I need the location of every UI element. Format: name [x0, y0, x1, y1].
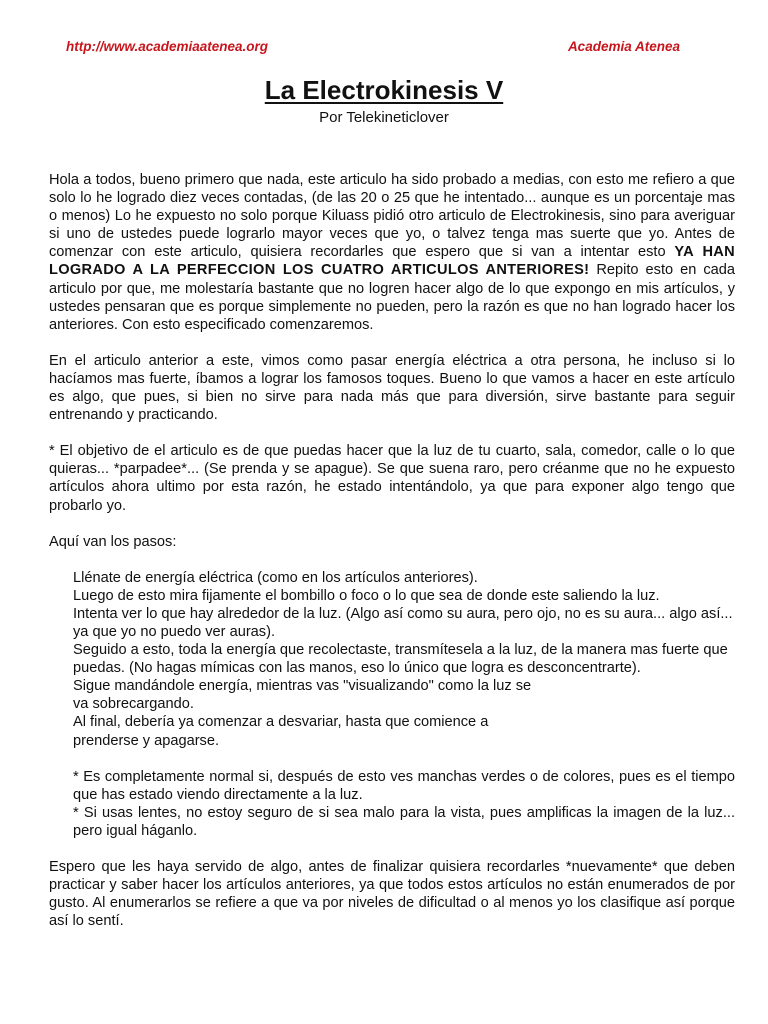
list-item: Al final, debería ya comenzar a desvariar, hasta que comience a [73, 714, 489, 731]
list-item: Sigue mandándole energía, mientras vas "visualizando" como la luz se [73, 678, 532, 695]
list-item: Seguido a esto, toda la energía que recolectaste, transmítesela a la luz, de la manera mas fuerte que puedas. (No hagas mímicas con las manos, eso lo único que logra es desconcentrarte). [73, 642, 728, 677]
list-item: Llénate de energía eléctrica (como en los artículos anteriores). [73, 569, 478, 586]
notes-list [73, 768, 735, 840]
list-item: Luego de esto mira fijamente el bombillo o foco o lo que sea de donde este saliendo la luz. [73, 587, 660, 604]
paragraph-closing: Espero que les haya servido de algo, antes de finalizar quisiera recordarles *nuevamente* que deben practicar y saber hacer los artículos anteriores, ya que todos estos artículos no están enumerados de por gusto. Al enumerarlos se refiere a que va por niveles de dificultad o al menos yo los clasifique así porque así lo sentí. [49, 859, 735, 930]
list-item: Intenta ver lo que hay alrededor de la luz. (Algo así como su aura, pero ojo, no es su aura... algo así... ya que yo no puedo ver auras). [73, 605, 733, 640]
header-url-link[interactable]: http://www.academiaatenea.org [66, 39, 269, 54]
list-item: * Si usas lentes, no estoy seguro de si sea malo para la vista, pues amplificas la imagen de la luz... pero igual háganlo. [73, 804, 735, 839]
list-item: va sobrecargando. [73, 696, 194, 713]
paragraph-intro-part1: Hola a todos, bueno primero que nada, este articulo ha sido probado a medias, con esto me refiero a que solo lo he logrado diez veces contadas, (de las 20 o 25 que he intentado... aunque es un porcentaje mas o menos) Lo he expuesto no solo porque Kiluass pidió otro articulo de Electrokinesis, sino para averiguar si uno de ustedes puede lograrlo mayor veces que yo, o talvez tenga mas suerte que yo. Antes de comenzar con este articulo, quisiera recordarles que espero que si van a intentar esto [49, 172, 735, 261]
steps-list [73, 569, 735, 750]
document-title [0, 74, 768, 106]
paragraph-objective: * El objetivo de el articulo es de que puedas hacer que la luz de tu cuarto, sala, comedor, calle o lo que quieras... *parpadee*... (Se prenda y se apague). Se que suena raro, pero créanme que no he expuesto artículos ahora ultimo por esta razón, he estado intentándolo, ya que para exponer algo tengo que probarlo yo. [49, 443, 735, 514]
document-title-text: La Electrokinesis V [264, 75, 504, 105]
paragraph-previous-article: En el articulo anterior a este, vimos como pasar energía eléctrica a otra persona, he incluso si lo hacíamos mas fuerte, íbamos a lograr los famosos toques. Bueno lo que vamos a hacer en este artículo es algo, que pues, si bien no sirve para nada más que para diversión, sirve bastante para seguir entrenando y practicando. [49, 352, 735, 424]
page-header [66, 39, 680, 57]
document-author: Por Telekineticlover [319, 109, 449, 126]
paragraph-intro-bold: YA HAN LOGRADO A LA PERFECCION LOS CUATRO ARTICULOS ANTERIORES! [49, 244, 735, 279]
list-item: * Es completamente normal si, después de esto ves manchas verdes o de colores, pues es el tiempo que has estado viendo directamente a la luz. [73, 768, 735, 803]
document-body [49, 171, 735, 948]
paragraph-steps-intro: Aquí van los pasos: [49, 533, 177, 550]
header-site-name: Academia Atenea [567, 39, 680, 54]
paragraph-intro [49, 171, 735, 334]
paragraph-intro-part2: Repito esto en cada articulo por que, me molestaría bastante que no logren hacer algo de lo que expongo en mis artículos, y ustedes pensaran que es porque simplemente no pueden, pero la razón es que no han logrado hacer los anteriores. Con esto especificado comenzaremos. [49, 262, 736, 333]
list-item: prenderse y apagarse. [73, 732, 220, 749]
